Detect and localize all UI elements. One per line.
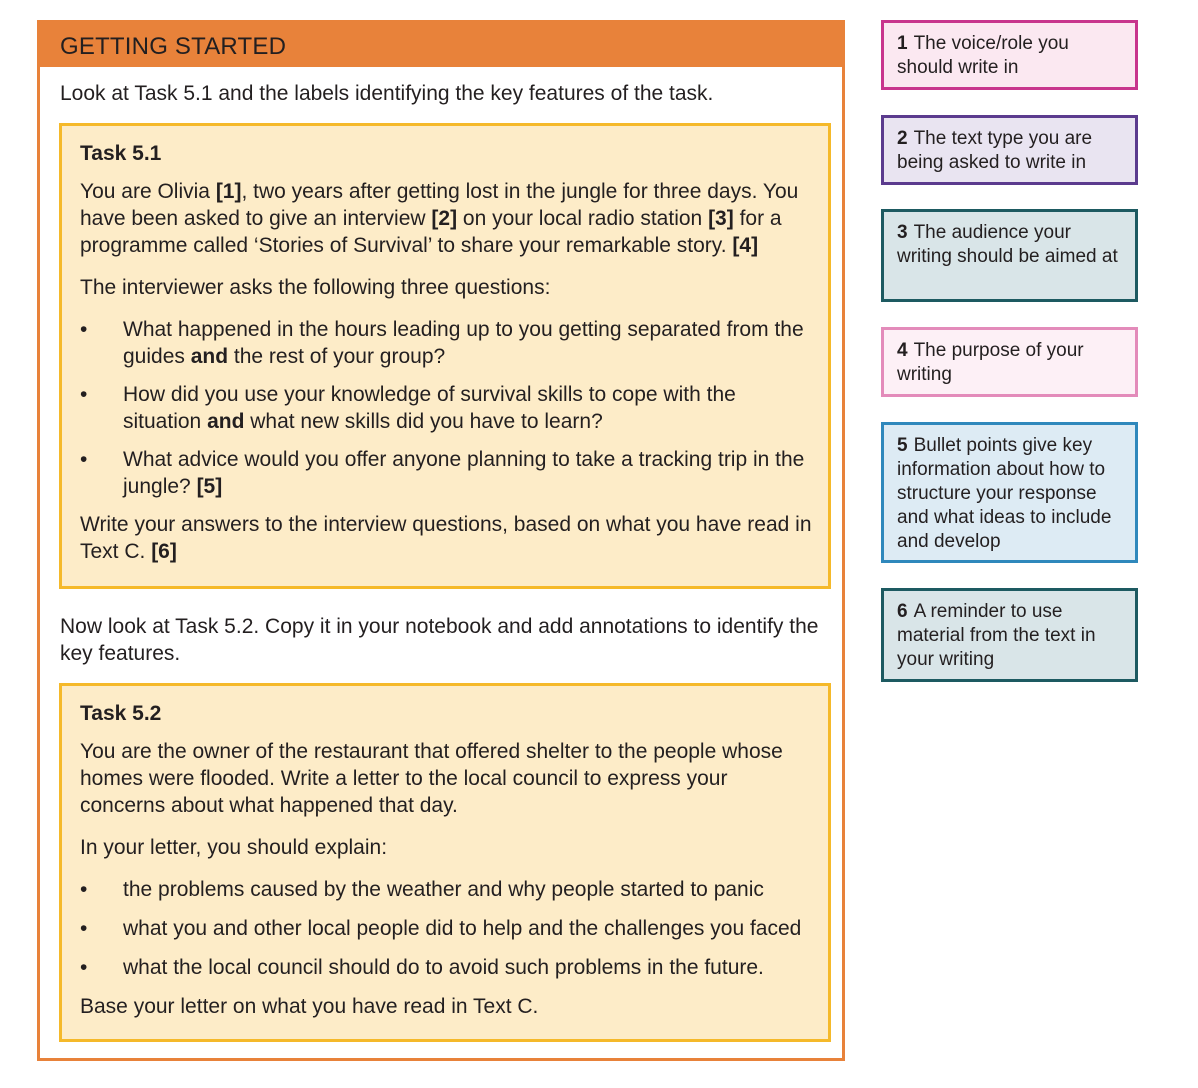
- task-51-questions-intro: The interviewer asks the following three questions:: [80, 276, 551, 299]
- label-box-bullet-points: [881, 422, 1138, 563]
- bullet-icon: •: [80, 956, 88, 979]
- task-52-box: [59, 683, 831, 1042]
- label-box-audience: [881, 209, 1138, 302]
- label-number: 2: [897, 128, 908, 149]
- task-52-instruction: Base your letter on what you have read in Text C.: [80, 995, 539, 1018]
- task-51-title: Task 5.1: [80, 142, 162, 165]
- task-51-instruction: Write your answers to the interview questions, based on what you have read in Text C. [6]: [80, 513, 812, 563]
- label-number: 1: [897, 33, 908, 54]
- label-number: 3: [897, 222, 908, 243]
- label-number: 4: [897, 340, 908, 361]
- label-box-purpose: [881, 327, 1138, 397]
- getting-started-panel: [37, 20, 845, 1061]
- bullet-icon: •: [80, 383, 88, 406]
- ref-2: [2]: [431, 207, 458, 230]
- label-text: A reminder to use material from the text in your writing: [897, 601, 1096, 670]
- ref-5: [5]: [196, 475, 223, 498]
- label-box-text-type: [881, 115, 1138, 185]
- intro-text-task-52: Now look at Task 5.2. Copy it in your notebook and add annotations to identify the key features.: [60, 615, 819, 665]
- list-item: • What advice would you offer anyone planning to take a tracking trip in the jungle? [5]: [80, 448, 805, 498]
- label-text: The purpose of your writing: [897, 340, 1084, 385]
- ref-3: [3]: [708, 207, 734, 230]
- label-text: The audience your writing should be aimed at: [897, 222, 1118, 267]
- intro-text-task-51: Look at Task 5.1 and the labels identifying the key features of the task.: [60, 82, 714, 105]
- list-item: • the problems caused by the weather and why people started to panic: [80, 878, 764, 901]
- task-51-scenario: You are Olivia [1], two years after getting lost in the jungle for three days. You have been asked to give an interview [2] on your local radio station [3] for a programme called ‘Stories of Survival’ to share your remarkable story. [4]: [80, 180, 799, 257]
- label-box-use-material: [881, 588, 1138, 682]
- list-item: • What happened in the hours leading up to you getting separated from the guides and the rest of your group?: [80, 318, 804, 368]
- task-51-box: [59, 123, 831, 589]
- ref-4: [4]: [732, 234, 759, 257]
- ref-6: [6]: [151, 540, 177, 563]
- label-text: The voice/role you should write in: [897, 33, 1069, 78]
- label-box-voice-role: [881, 20, 1138, 90]
- list-item: • what the local council should do to avoid such problems in the future.: [80, 956, 764, 979]
- bullet-icon: •: [80, 448, 88, 471]
- label-text: Bullet points give key information about how to structure your response and what ideas to include and develop: [897, 435, 1112, 552]
- label-number: 6: [897, 601, 908, 622]
- bullet-icon: •: [80, 917, 88, 940]
- section-header: GETTING STARTED: [40, 23, 842, 67]
- task-52-title: Task 5.2: [80, 702, 162, 725]
- list-item: • How did you use your knowledge of survival skills to cope with the situation and what new skills did you have to learn?: [80, 383, 736, 433]
- label-number: 5: [897, 435, 908, 456]
- task-51-question-list: [80, 316, 816, 500]
- task-52-bullet-list: [80, 876, 816, 981]
- task-52-explain-intro: In your letter, you should explain:: [80, 836, 388, 859]
- task-52-scenario: You are the owner of the restaurant that offered shelter to the people whose homes were flooded. Write a letter to the local council to express your concerns about what happened that day.: [80, 740, 783, 817]
- bullet-icon: •: [80, 878, 88, 901]
- ref-1: [1]: [215, 180, 242, 203]
- bullet-icon: •: [80, 318, 88, 341]
- list-item: • what you and other local people did to help and the challenges you faced: [80, 917, 802, 940]
- label-text: The text type you are being asked to write in: [897, 128, 1093, 173]
